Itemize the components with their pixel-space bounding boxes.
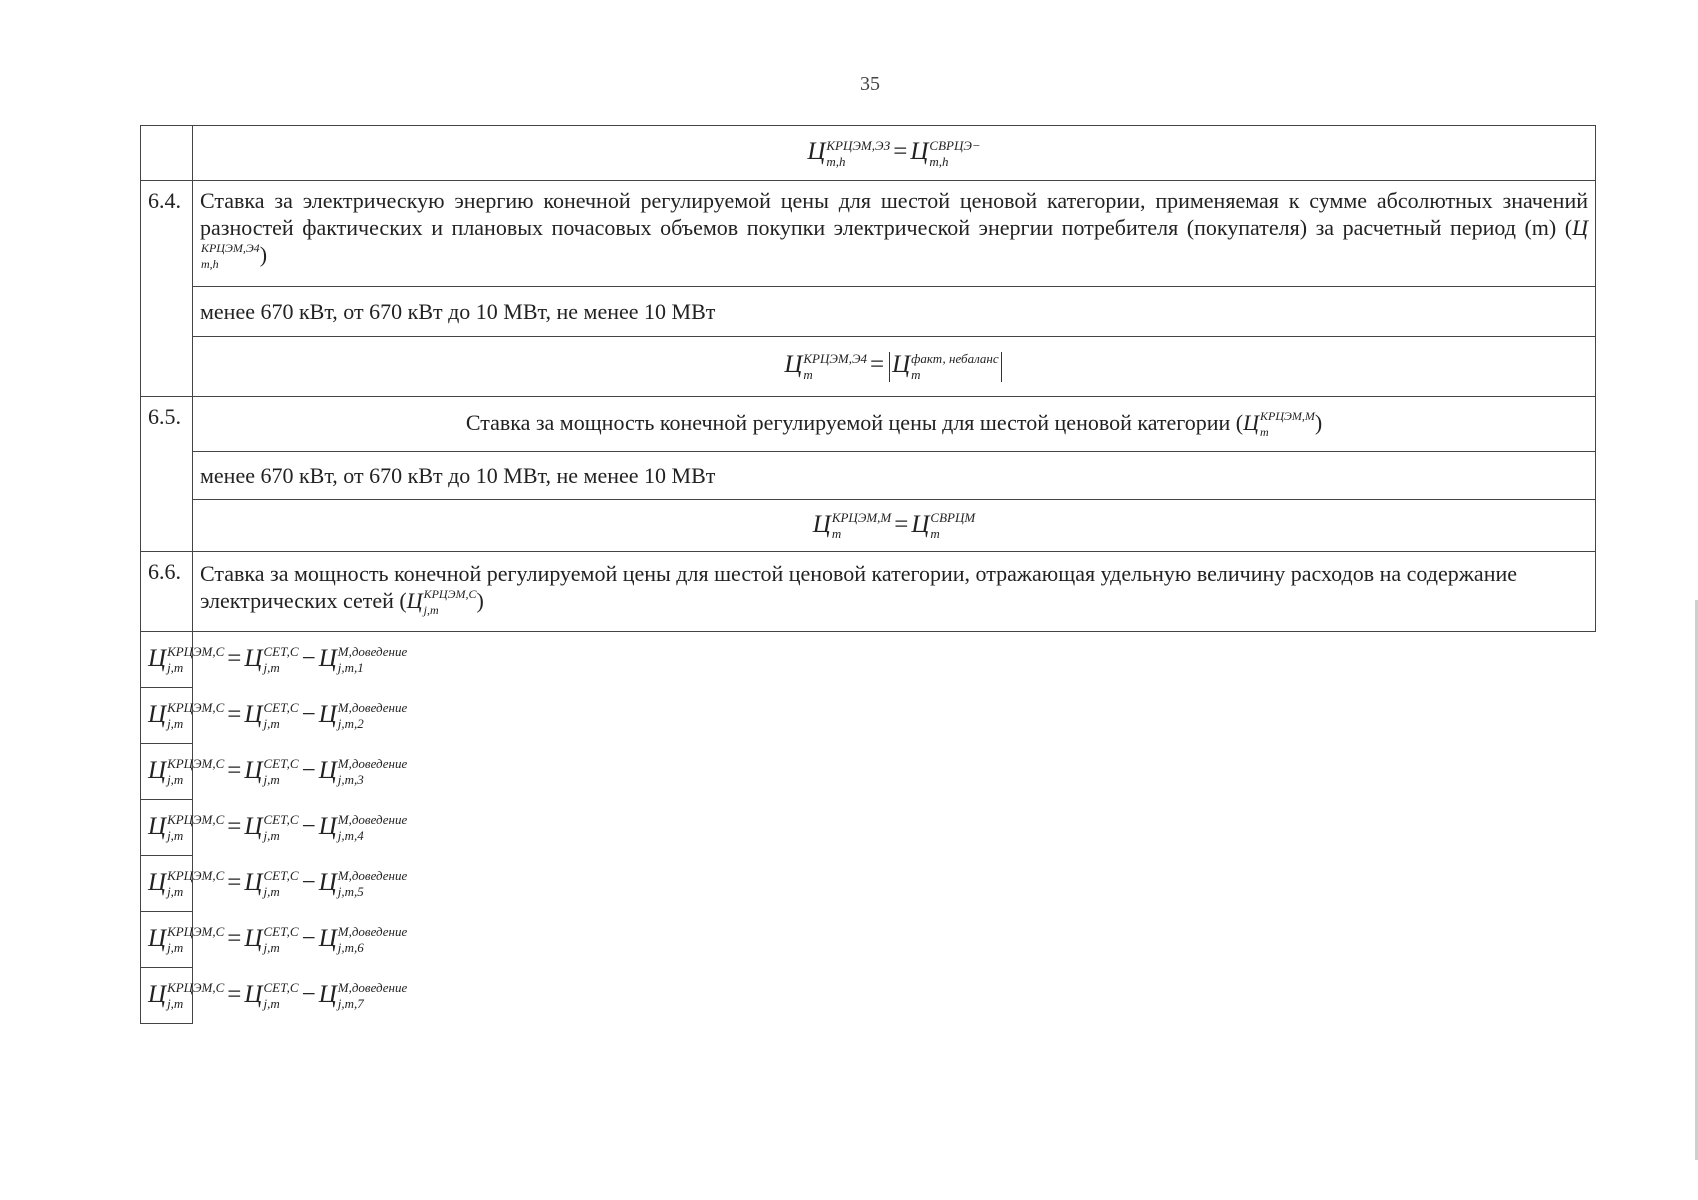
row-number-6-5: 6.5. (141, 397, 193, 552)
formula: Ц КРЦЭМ,М m = Ц СВРЦМ m (812, 510, 976, 542)
formula: Ц КРЦЭМ,С j,m = Ц СЕТ,С j,m − Ц М,доведение j,m,5 (148, 868, 408, 900)
formula: Ц КРЦЭМ,С j,m = Ц СЕТ,С j,m − Ц М,доведение j,m,2 (148, 700, 408, 732)
row-number-6-6: 6.6. (141, 552, 193, 632)
table-row (141, 337, 1596, 397)
formula-cell (141, 744, 408, 800)
formula-cell (141, 688, 408, 744)
formula: Ц КРЦЭМ,Э4 m = Ц факт, небаланс m (784, 351, 1003, 378)
table-row (141, 452, 1596, 500)
formula: Ц КРЦЭМ,С j,m = Ц СЕТ,С j,m − Ц М,доведение j,m,6 (148, 924, 408, 956)
table-row (141, 181, 1596, 287)
table-row (141, 744, 1596, 800)
table-row (141, 126, 1596, 181)
table-row (141, 287, 1596, 337)
formula-cell (141, 632, 408, 688)
table-row (141, 632, 1596, 688)
formula-cell (141, 856, 408, 912)
formula: Ц КРЦЭМ,С j,m = Ц СЕТ,С j,m − Ц М,доведение j,m,3 (148, 756, 408, 788)
table-row (141, 688, 1596, 744)
formula-cell (193, 500, 1596, 552)
description-cell: Ставка за мощность конечной регулируемой цены для шестой ценовой категории (Ц КРЦЭМ,М m ) (193, 397, 1596, 452)
formula-cell (193, 337, 1596, 397)
formula: Ц КРЦЭМ,С j,m = Ц СЕТ,С j,m − Ц М,доведение j,m,7 (148, 980, 408, 1012)
power-range-cell: менее 670 кВт, от 670 кВт до 10 МВт, не менее 10 МВт (193, 452, 1596, 500)
table-row (141, 552, 1596, 632)
formula: Ц КРЦЭМ,С j,m = Ц СЕТ,С j,m − Ц М,доведение j,m,4 (148, 812, 408, 844)
formula: Ц КРЦЭМ,С j,m = Ц СЕТ,С j,m − Ц М,доведение j,m,1 (148, 644, 408, 676)
power-range-cell: менее 670 кВт, от 670 кВт до 10 МВт, не менее 10 МВт (193, 287, 1596, 337)
tariff-table (140, 125, 1596, 1024)
table-row (141, 800, 1596, 856)
description-cell: Ставка за мощность конечной регулируемой цены для шестой ценовой категории, отражающая удельную величину расходов на содержание электрических сетей (Ц КРЦЭМ,С j,m ) (193, 552, 1596, 632)
formula-cell (141, 800, 408, 856)
formula-cell (141, 968, 408, 1024)
table-row (141, 912, 1596, 968)
row-number-6-4: 6.4. (141, 181, 193, 397)
page-number: 35 (860, 73, 880, 95)
formula: Ц КРЦЭМ,ЭЗ m,h = Ц СВРЦЭ− m,h (807, 137, 981, 169)
row-number-cell (141, 126, 193, 181)
description-cell: Ставка за электрическую энергию конечной регулируемой цены для шестой ценовой категории, применяемая к сумме абсолютных значений разностей фактических и плановых почасовых объемов покупки электрической энергии потребителя (покупателя) за расчетный период (m) (Ц КРЦЭМ,Э4 m,h ) (193, 181, 1596, 287)
table-row (141, 397, 1596, 452)
table-row (141, 500, 1596, 552)
formula-cell (193, 126, 1596, 181)
table-row (141, 968, 1596, 1024)
table-row (141, 856, 1596, 912)
formula-cell (141, 912, 408, 968)
